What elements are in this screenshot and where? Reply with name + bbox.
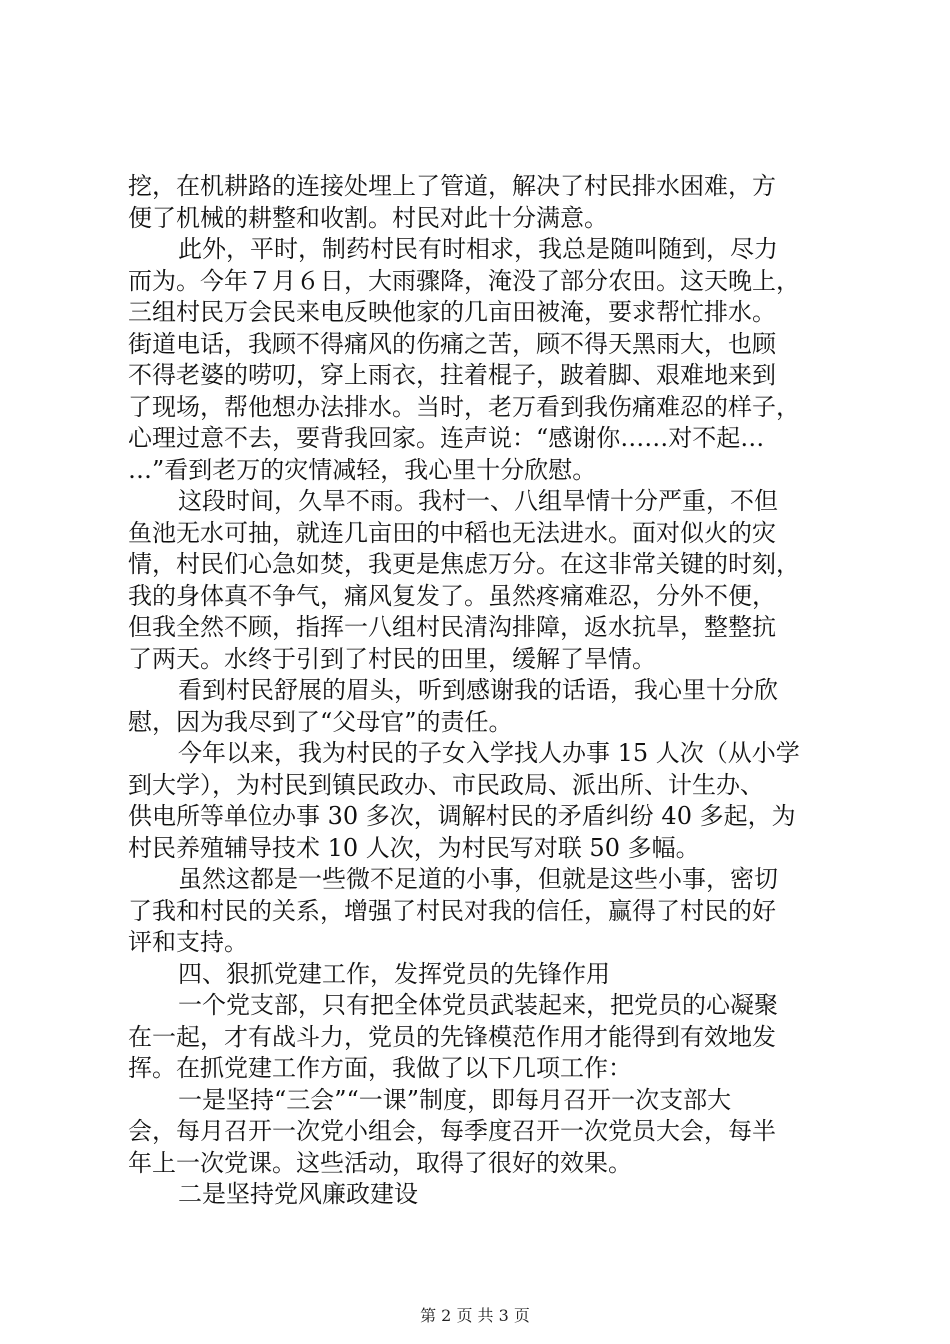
text-line: 情，村民们心急如焚，我更是焦虑万分。在这非常关键的时刻，	[128, 550, 800, 578]
text-line: 便了机械的耕整和收割。村民对此十分满意。	[128, 203, 608, 232]
text-line: 了两天。水终于引到了村民的田里，缓解了旱情。	[128, 644, 656, 673]
body-text	[128, 171, 834, 1211]
section-heading: 四、狠抓党建工作，发挥党员的先锋作用	[178, 959, 610, 988]
text-line: 我的身体真不争气，痛风复发了。虽然疼痛难忍，分外不便，	[128, 581, 776, 610]
text-line: 看到村民舒展的眉头，听到感谢我的话语，我心里十分欣	[178, 676, 778, 704]
text-line: 年上一次党课。这些活动，取得了很好的效果。	[128, 1148, 632, 1177]
text-line: 一个党支部，只有把全体党员武装起来，把党员的心凝聚	[178, 991, 778, 1019]
text-line: 心理过意不去，要背我回家。连声说：“感谢你……对不起…	[128, 424, 765, 452]
text-line: 这段时间，久旱不雨。我村一、八组旱情十分严重，不但	[178, 487, 778, 515]
page-number-footer: 第 2 页 共 3 页	[420, 1306, 530, 1325]
text-line: …”看到老万的灾情减轻，我心里十分欣慰。	[128, 455, 597, 484]
text-line: 村民养殖辅导技术 10 人次，为村民写对联 50 多幅。	[128, 833, 700, 862]
text-line: 供电所等单位办事 30 多次，调解村民的矛盾纠纷 40 多起，为	[128, 802, 796, 830]
text-line: 二是坚持党风廉政建设	[178, 1180, 418, 1208]
text-line: 鱼池无水可抽，就连几亩田的中稻也无法进水。面对似火的灾	[128, 518, 776, 547]
text-line: 此外，平时，制药村民有时相求，我总是随叫随到，尽力	[178, 235, 778, 263]
text-line: 三组村民万会民来电反映他家的几亩田被淹，要求帮忙排水。	[128, 298, 776, 326]
text-line: 虽然这都是一些微不足道的小事，但就是这些小事，密切	[178, 865, 778, 893]
text-line: 挥。在抓党建工作方面，我做了以下几项工作：	[128, 1054, 632, 1082]
text-line: 一是坚持“三会”“一课”制度，即每月召开一次支部大	[178, 1085, 732, 1114]
text-line: 不得老婆的唠叨，穿上雨衣，拄着棍子，跛着脚、艰难地来到	[128, 361, 776, 389]
text-line: 评和支持。	[128, 928, 248, 956]
text-line: 慰，因为我尽到了“父母官”的责任。	[128, 707, 513, 736]
text-line: 了现场，帮他想办法排水。当时，老万看到我伤痛难忍的样子，	[128, 392, 800, 421]
text-line: 今年以来，我为村民的子女入学找人办事 15 人次（从小学	[178, 739, 800, 767]
text-line: 街道电话，我顾不得痛风的伤痛之苦，顾不得天黑雨大，也顾	[128, 329, 776, 358]
text-line: 挖，在机耕路的连接处埋上了管道，解决了村民排水困难，方	[128, 172, 776, 200]
text-line: 到大学），为村民到镇民政办、市民政局、派出所、计生办、	[128, 770, 764, 799]
text-line: 会，每月召开一次党小组会，每季度召开一次党员大会，每半	[128, 1117, 776, 1145]
text-line: 了我和村民的关系，增强了村民对我的信任，赢得了村民的好	[128, 896, 776, 925]
text-line: 而为。今年７月６日，大雨骤降，淹没了部分农田。这天晚上，	[128, 266, 800, 295]
text-line: 但我全然不顾，指挥一八组村民清沟排障，返水抗旱，整整抗	[128, 613, 776, 641]
text-line: 在一起，才有战斗力，党员的先锋模范作用才能得到有效地发	[128, 1022, 776, 1051]
